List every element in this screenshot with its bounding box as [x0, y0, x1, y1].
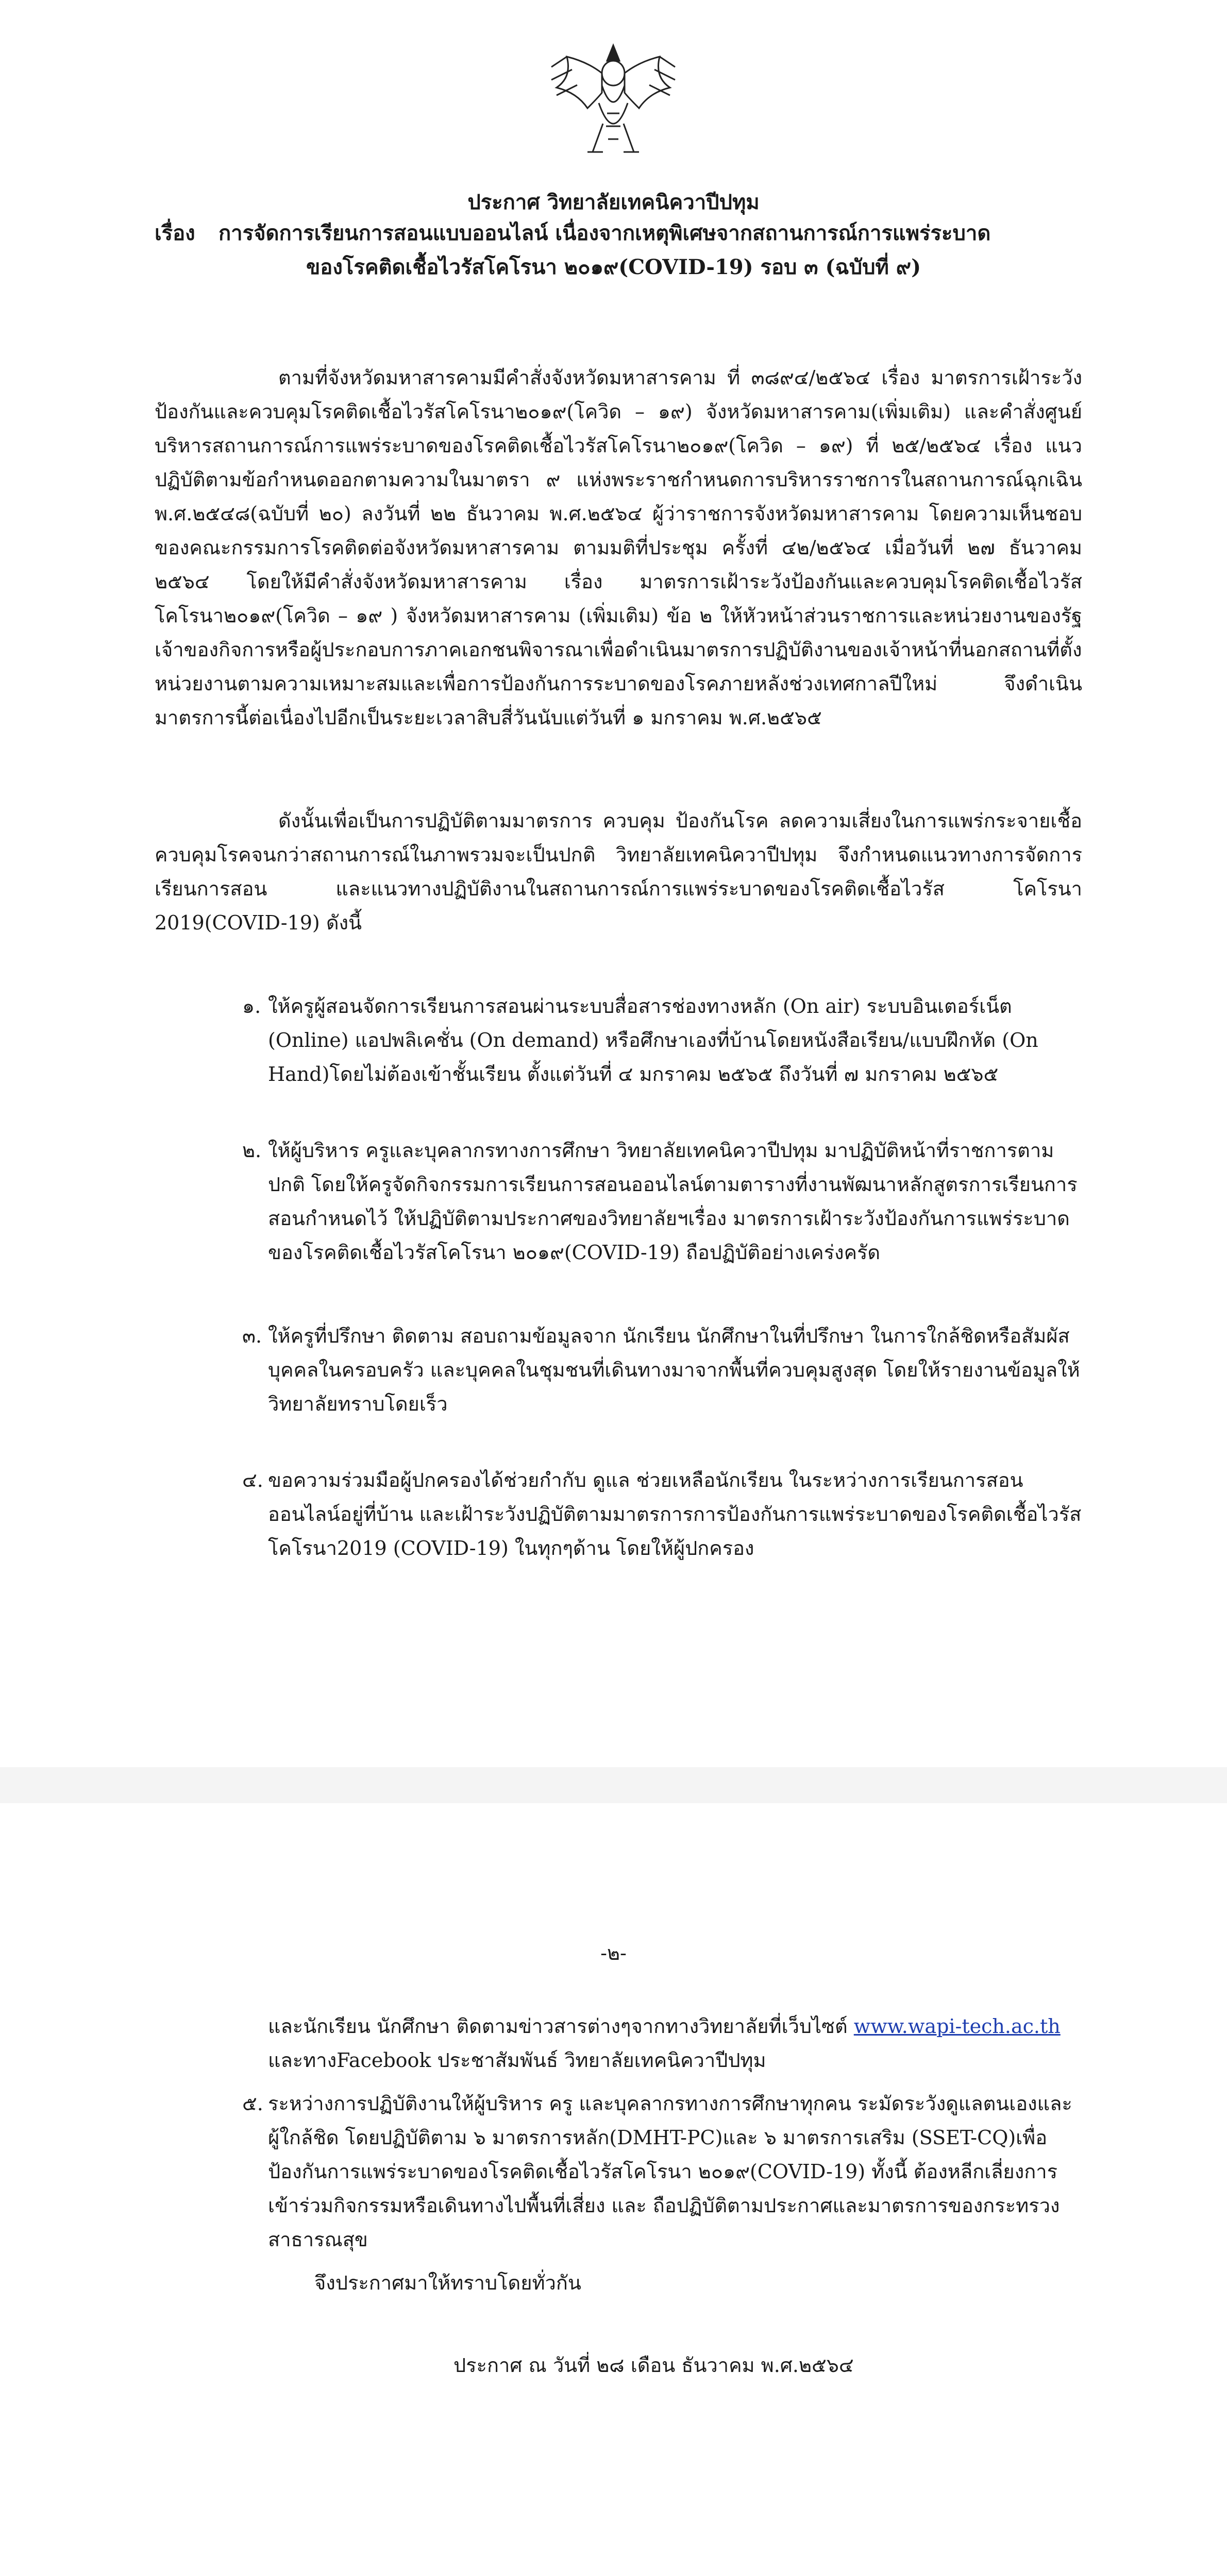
subject-line-2: ของโรคติดเชื้อไวรัสโคโรนา ๒๐๑๙(COVID-19) รอบ ๓ (ฉบับที่ ๙): [306, 255, 921, 279]
list-item: [242, 1463, 1082, 1565]
paragraph-1-text: ตามที่จังหวัดมหาสารคามมีคำสั่งจังหวัดมหาสารคาม ที่ ๓๘๙๔/๒๕๖๔ เรื่อง มาตรการเฝ้าระวัง ป้องกันและควบคุมโรคติดเชื้อไวรัสโคโรนา๒๐๑๙(โควิด – ๑๙) จังหวัดมหาสารคาม(เพิ่มเติม) และคำสั่งศูนย์บริหารสถานการณ์การแพร่ระบาดของโรคติดเชื้อไวรัสโคโรนา๒๐๑๙(โควิด – ๑๙) ที่ ๒๕/๒๕๖๔ เรื่อง แนวปฏิบัติตามข้อกำหนดออกตามความในมาตรา ๙ แห่งพระราชกำหนดการบริหารราชการในสถานการณ์ฉุกเฉิน พ.ศ.๒๕๔๘(ฉบับที่ ๒๐) ลงวันที่ ๒๒ ธันวาคม พ.ศ.๒๕๖๔ ผู้ว่าราชการจังหวัดมหาสารคาม โดยความเห็นชอบของคณะกรรมการโรคติดต่อจังหวัดมหาสารคาม ตามมติที่ประชุม ครั้งที่ ๔๒/๒๕๖๔ เมื่อวันที่ ๒๗ ธันวาคม ๒๕๖๔ โดยให้มีคำสั่งจังหวัดมหาสารคาม เรื่อง มาตรการเฝ้าระวังป้องกันและควบคุมโรคติดเชื้อไวรัสโคโรนา๒๐๑๙(โควิด – ๑๙ ) จังหวัดมหาสารคาม (เพิ่มเติม) ข้อ ๒ ให้หัวหน้าส่วนราชการและหน่วยงานของรัฐ เจ้าของกิจการหรือผู้ประกอบการภาคเอกชนพิจารณาเพื่อดำเนินมาตรการปฏิบัติงานของเจ้าหน้าที่นอกสถานที่ตั้งหน่วยงานตามความเหมาะสมและเพื่อการป้องกันการระบาดของโรคภายหลังช่วงเทศกาลปีใหม่ จึงดำเนินมาตรการนี้ต่อเนื่องไปอีกเป็นระยะเวลาสิบสี่วันนับแต่วันที่ ๑ มกราคม พ.ศ.๒๕๖๕: [155, 366, 1082, 729]
list-item: [242, 2087, 1082, 2257]
list-item-number: ๒.: [242, 1139, 262, 1162]
list-item-number: ๕.: [242, 2092, 263, 2115]
announcement-title: ประกาศ วิทยาลัยเทคนิควาปีปทุม: [467, 190, 760, 214]
paragraph-2-text: ดังนั้นเพื่อเป็นการปฏิบัติตามมาตรการ ควบคุม ป้องกันโรค ลดความเสี่ยงในการแพร่กระจายเชื้อ ควบคุมโรคจนกว่าสถานการณ์ในภาพรวมจะเป็นปกติ วิทยาลัยเทคนิควาปีปทุม จึงกำหนดแนวทางการจัดการเรียนการสอน และแนวทางปฏิบัติงานในสถานการณ์การแพร่ระบาดของโรคติดเชื้อไวรัส โคโรนา 2019(COVID-19) ดังนี้: [155, 809, 1082, 934]
list-item-text: ระหว่างการปฏิบัติงานให้ผู้บริหาร ครู และบุคลากรทางการศึกษาทุกคน ระมัดระวังดูแลตนเองและผู้ใกล้ชิด โดยปฏิบัติตาม ๖ มาตรการหลัก(DMHT-PC)และ ๖ มาตรการเสริม (SSET-CQ)เพื่อป้องกันการแพร่ระบาดของโรคติดเชื้อไวรัสโคโรนา ๒๐๑๙(COVID-19) ทั้งนี้ ต้องหลีกเลี่ยงการเข้าร่วมกิจกรรมหรือเดินทางไปพื้นที่เสี่ยง และ ถือปฏิบัติตามประกาศและมาตรการของกระทรวงสาธารณสุข: [268, 2092, 1072, 2251]
subject-line-1: การจัดการเรียนการสอนแบบออนไลน์ เนื่องจากเหตุพิเศษจากสถานการณ์การแพร่ระบาด: [218, 221, 991, 245]
list-item: [242, 989, 1082, 1091]
list-item-number: ๓.: [242, 1325, 262, 1347]
list-item-text: ให้ครูที่ปรึกษา ติดตาม สอบถามข้อมูลจาก นักเรียน นักศึกษาในที่ปรึกษา ในการใกล้ชิดหรือสัมผัสบุคคลในครอบครัว และบุคคลในชุมชนที่เดินทางมาจากพื้นที่ควบคุมสูงสุด โดยให้รายงานข้อมูลให้วิทยาลัยทราบโดยเร็ว: [268, 1325, 1080, 1415]
announcement-subject: [155, 216, 1113, 249]
paragraph-1: [155, 361, 1082, 735]
list-item-number: ๑.: [242, 995, 261, 1018]
announcement-date: ประกาศ ณ วันที่ ๒๘ เดือน ธันวาคม พ.ศ.๒๕๖๔: [453, 2354, 854, 2377]
continuation-paragraph: [268, 2009, 1082, 2077]
list-item: [242, 1319, 1082, 1421]
list-item-text: ขอความร่วมมือผู้ปกครองได้ช่วยกำกับ ดูแล ช่วยเหลือนักเรียน ในระหว่างการเรียนการสอนออนไลน์อยู่ที่บ้าน และเฝ้าระวังปฏิบัติตามมาตรการการป้องกันการแพร่ระบาดของโรคติดเชื้อไวรัสโคโรนา2019 (COVID-19) ในทุกๆด้าน โดยให้ผู้ปกครอง: [268, 1469, 1082, 1560]
list-item: [242, 1133, 1082, 1269]
page-number: -๒-: [600, 1942, 627, 1964]
list-item-text: ให้ผู้บริหาร ครูและบุคลากรทางการศึกษา วิทยาลัยเทคนิควาปีปทุม มาปฏิบัติหน้าที่ราชการตามปกติ โดยให้ครูจัดกิจกรรมการเรียนการสอนออนไลน์ตามตารางที่งานพัฒนาหลักสูตรการเรียนการสอนกำหนดไว้ ให้ปฏิบัติตามประกาศของวิทยาลัยฯเรื่อง มาตรการเฝ้าระวังป้องกันการแพร่ระบาดของโรคติดเชื้อไวรัสโคโรนา ๒๐๑๙(COVID-19) ถือปฏิบัติอย่างเคร่งครัด: [268, 1139, 1078, 1264]
list-item-text: ให้ครูผู้สอนจัดการเรียนการสอนผ่านระบบสื่อสารช่องทางหลัก (On air) ระบบอินเตอร์เน็ต (Online) แอปพลิเคชั่น (On demand) หรือศึกษาเองที่บ้านโดยหนังสือเรียน/แบบฝึกหัด (On Hand)โดยไม่ต้องเข้าชั้นเรียน ตั้งแต่วันที่ ๔ มกราคม ๒๕๖๕ ถึงวันที่ ๗ มกราคม ๒๕๖๕: [268, 995, 1038, 1086]
paragraph-2: [155, 804, 1082, 940]
website-link[interactable]: www.wapi-tech.ac.th: [853, 2015, 1061, 2038]
subject-label: เรื่อง: [155, 221, 195, 245]
list-item-number: ๔.: [242, 1469, 263, 1492]
continuation-prefix: และนักเรียน นักศึกษา ติดตามข่าวสารต่างๆจากทางวิทยาลัยที่เว็บไซต์: [268, 2015, 848, 2038]
closing-line: จึงประกาศมาให้ทราบโดยทั่วกัน: [314, 2272, 581, 2294]
garuda-emblem-icon: [536, 41, 691, 165]
continuation-suffix: และทางFacebook ประชาสัมพันธ์ วิทยาลัยเทคนิควาปีปทุม: [268, 2049, 766, 2072]
